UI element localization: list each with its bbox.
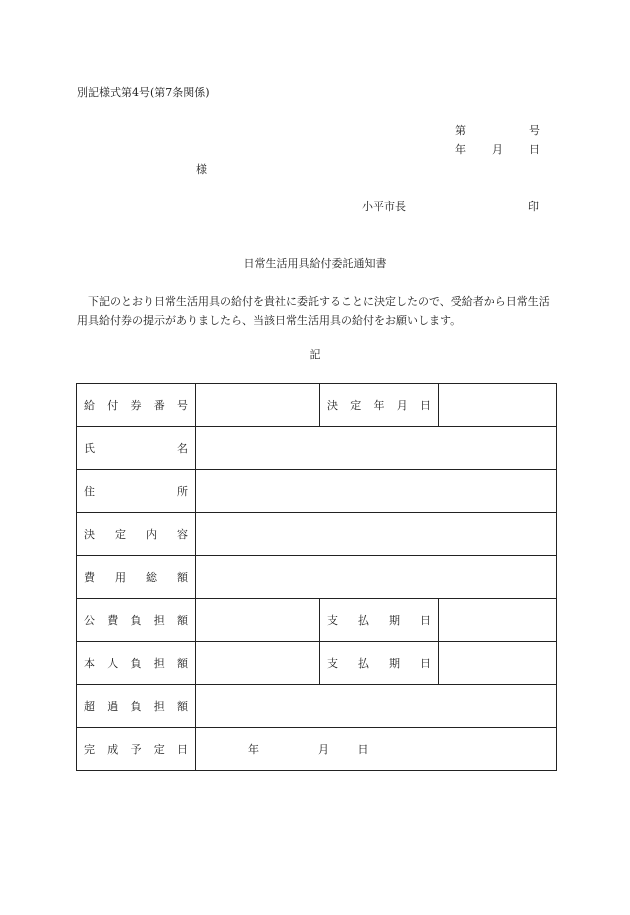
label-char: 額 — [177, 571, 188, 584]
label-char: 号 — [177, 399, 188, 412]
label-char: 額 — [177, 700, 188, 713]
label-char: 定 — [115, 528, 126, 541]
body-paragraph: 下記のとおり日常生活用具の給付を貴社に委託することに決定したので、受給者から日常生活用具給付券の提示がありましたら、当該日常生活用具の給付をお願いします。 — [77, 295, 550, 327]
label-char: 費 — [107, 614, 119, 627]
label-cell — [77, 599, 196, 642]
sender-name: 小平市長 — [362, 200, 406, 213]
label-char: 付 — [107, 399, 119, 412]
completion-year-label: 年 — [248, 743, 259, 756]
label-char: 日 — [420, 614, 431, 627]
document-title: 日常生活用具給付委託通知書 — [243, 257, 387, 270]
label-char: 費 — [84, 571, 95, 584]
label-char: 公 — [84, 614, 95, 627]
table-row-public-burden — [77, 599, 557, 642]
personal-burden-field[interactable] — [196, 642, 320, 685]
label-char: 所 — [177, 485, 188, 498]
label-char: 決 — [327, 399, 338, 412]
label-char: 支 — [327, 657, 338, 670]
label-char: 期 — [389, 657, 400, 670]
seal-mark: 印 — [528, 200, 539, 213]
issue-date-day: 日 — [529, 143, 540, 156]
label-char: 年 — [373, 399, 385, 412]
label-char: 日 — [420, 657, 431, 670]
completion-date-field[interactable] — [196, 728, 557, 771]
label-cell — [77, 384, 196, 427]
label-cell — [77, 556, 196, 599]
issue-date-month: 月 — [492, 143, 503, 156]
label-cell — [77, 513, 196, 556]
decision-date-field[interactable] — [439, 384, 557, 427]
label-char: 月 — [396, 399, 408, 412]
label-char: 氏 — [84, 442, 95, 455]
table-row-personal-burden — [77, 642, 557, 685]
label-char: 内 — [146, 528, 157, 541]
label-cell — [320, 642, 439, 685]
document-number-suffix: 号 — [529, 124, 540, 137]
label-char: 容 — [177, 528, 188, 541]
label-cell — [320, 599, 439, 642]
label-char: 番 — [153, 399, 165, 412]
label-char: 支 — [327, 614, 338, 627]
label-cell — [77, 642, 196, 685]
issue-date-year: 年 — [455, 143, 466, 156]
label-char: 用 — [115, 571, 126, 584]
label-char: 額 — [177, 657, 188, 670]
table-row-name — [77, 427, 557, 470]
label-cell — [77, 427, 196, 470]
addressee-honorific: 様 — [196, 163, 207, 176]
name-field[interactable] — [196, 427, 557, 470]
label-cell — [77, 728, 196, 771]
label-char: 担 — [153, 614, 165, 627]
label-char: 負 — [130, 657, 142, 670]
label-cell — [77, 470, 196, 513]
label-char: 給 — [84, 399, 95, 412]
personal-payment-date-field[interactable] — [439, 642, 557, 685]
label-char: 券 — [130, 399, 142, 412]
label-char: 負 — [130, 700, 142, 713]
label-char: 予 — [130, 743, 142, 756]
label-char: 期 — [389, 614, 400, 627]
public-burden-field[interactable] — [196, 599, 320, 642]
voucher-number-field[interactable] — [196, 384, 320, 427]
label-char: 日 — [177, 743, 188, 756]
label-char: 担 — [153, 657, 165, 670]
excess-burden-field[interactable] — [196, 685, 557, 728]
address-field[interactable] — [196, 470, 557, 513]
label-char: 住 — [84, 485, 95, 498]
label-char: 額 — [177, 614, 188, 627]
table-row-address — [77, 470, 557, 513]
completion-month-label: 月 — [318, 743, 329, 756]
decision-content-field[interactable] — [196, 513, 557, 556]
label-char: 定 — [350, 399, 362, 412]
table-row-total-cost — [77, 556, 557, 599]
label-char: 払 — [358, 657, 369, 670]
label-char: 名 — [177, 442, 188, 455]
document-number-prefix: 第 — [455, 124, 466, 137]
label-char: 決 — [84, 528, 95, 541]
total-cost-field[interactable] — [196, 556, 557, 599]
completion-day-label: 日 — [357, 743, 369, 756]
label-char: 総 — [146, 571, 157, 584]
public-payment-date-field[interactable] — [439, 599, 557, 642]
table-row-excess-burden — [77, 685, 557, 728]
ki-heading: 記 — [309, 348, 321, 361]
label-char: 成 — [107, 743, 119, 756]
label-char: 本 — [84, 657, 95, 670]
table-row-completion-date — [77, 728, 557, 771]
table-row-voucher-number — [77, 384, 557, 427]
label-char: 過 — [107, 700, 119, 713]
details-table — [76, 383, 557, 771]
label-char: 超 — [84, 700, 95, 713]
label-char: 払 — [358, 614, 369, 627]
table-row-decision-content — [77, 513, 557, 556]
label-cell — [320, 384, 439, 427]
label-char: 負 — [130, 614, 142, 627]
label-cell — [77, 685, 196, 728]
form-number-label: 別記様式第4号(第7条関係) — [77, 86, 210, 99]
label-char: 日 — [420, 399, 431, 412]
label-char: 定 — [153, 743, 165, 756]
label-char: 人 — [107, 657, 119, 670]
label-char: 担 — [153, 700, 165, 713]
label-char: 完 — [84, 743, 95, 756]
